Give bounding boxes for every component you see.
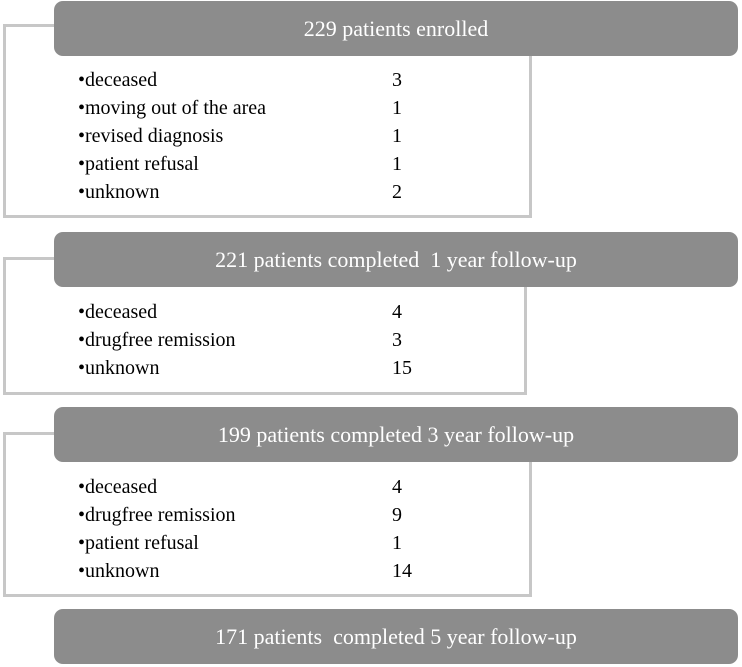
dropout-reasons-3 [78, 473, 442, 585]
reason-row [78, 501, 442, 529]
stage-1-year: 221 patients completed 1 year follow-up [54, 232, 738, 287]
reason-label: •deceased [78, 300, 158, 323]
reason-row [78, 529, 442, 557]
reason-label: •unknown [78, 180, 160, 203]
reason-count: 4 [392, 300, 402, 323]
reason-row [78, 178, 442, 206]
frame-3-right-line [529, 462, 532, 597]
reason-label: •drugfree remission [78, 503, 236, 526]
reason-label: •unknown [78, 356, 160, 379]
reason-count: 3 [392, 68, 402, 91]
reason-count: 4 [392, 475, 402, 498]
reason-count: 1 [392, 152, 402, 175]
dropout-reasons-2 [78, 298, 442, 382]
reason-row [78, 354, 442, 382]
reason-label: •unknown [78, 559, 160, 582]
reason-count: 14 [392, 559, 412, 582]
reason-count: 1 [392, 96, 402, 119]
reason-row [78, 326, 442, 354]
stage-enrolled: 229 patients enrolled [54, 1, 738, 56]
reason-row [78, 66, 442, 94]
reason-label: •patient refusal [78, 152, 199, 175]
frame-1-right-line [529, 60, 532, 218]
reason-label: •deceased [78, 68, 158, 91]
reason-label: •deceased [78, 475, 158, 498]
reason-label: •drugfree remission [78, 328, 236, 351]
reason-row [78, 122, 442, 150]
reason-count: 1 [392, 124, 402, 147]
reason-label: •moving out of the area [78, 96, 267, 119]
reason-count: 1 [392, 531, 402, 554]
reason-count: 15 [392, 356, 412, 379]
stage-5-year: 171 patients completed 5 year follow-up [54, 609, 738, 664]
reason-count: 3 [392, 328, 402, 351]
reason-count: 9 [392, 503, 402, 526]
dropout-reasons-1 [78, 66, 442, 206]
reason-label: •revised diagnosis [78, 124, 224, 147]
reason-row [78, 557, 442, 585]
reason-row [78, 150, 442, 178]
reason-count: 2 [392, 180, 402, 203]
stage-3-year: 199 patients completed 3 year follow-up [54, 407, 738, 462]
reason-label: •patient refusal [78, 531, 199, 554]
reason-row [78, 473, 442, 501]
reason-row [78, 298, 442, 326]
frame-2-right-line [524, 292, 527, 395]
reason-row [78, 94, 442, 122]
